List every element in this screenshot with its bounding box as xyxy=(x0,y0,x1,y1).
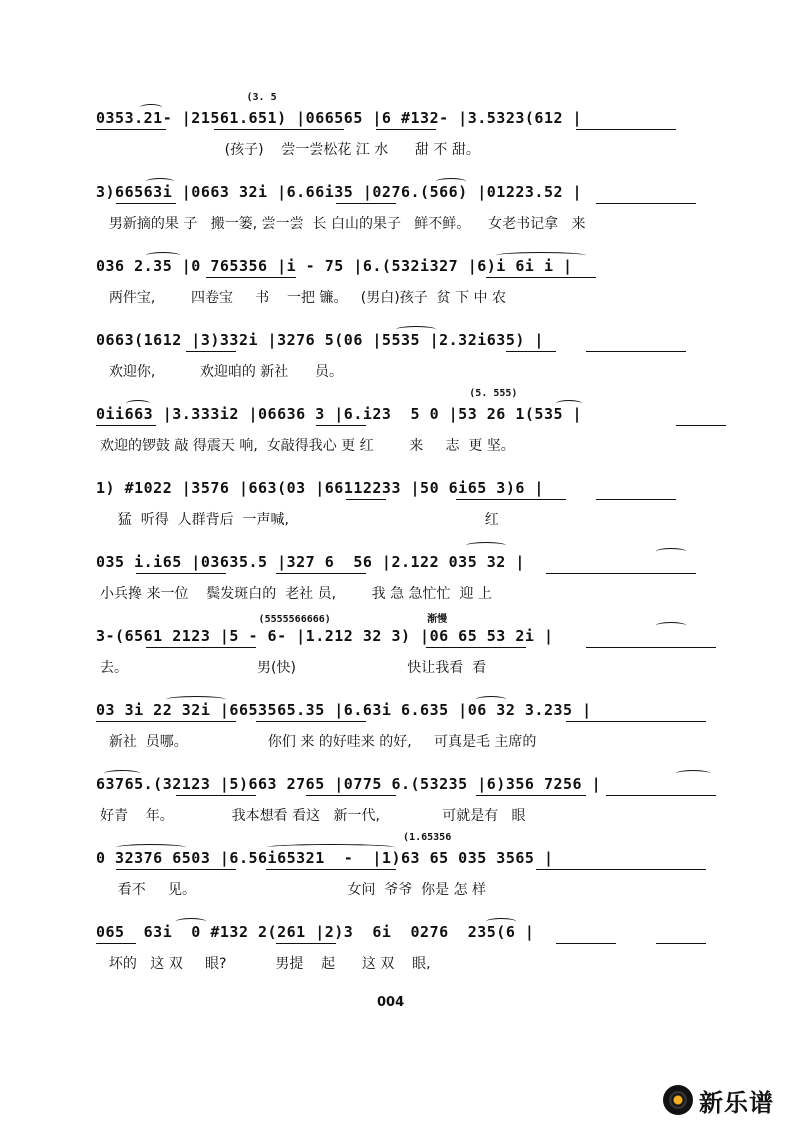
beam-underline xyxy=(116,869,236,870)
lyrics-line: 欢迎你, 欢迎咱的 新社 员。 xyxy=(100,364,344,380)
lyrics-line: 小兵搀 来一位 鬓发斑白的 老社 员, 我 急 急忙忙 迎 上 xyxy=(100,586,492,602)
staff-system-11 xyxy=(96,832,736,902)
beam-underline xyxy=(206,277,296,278)
beam-underline xyxy=(256,721,366,722)
slur-mark xyxy=(396,326,436,333)
staff-system-12 xyxy=(96,906,736,976)
record-disc-icon xyxy=(663,1085,693,1115)
beam-underline xyxy=(136,573,226,574)
slur-mark xyxy=(656,548,686,555)
beam-underline xyxy=(606,795,716,796)
grace-notes: (5555566666) 渐慢 xyxy=(96,614,448,625)
notation-line: 3)66563i |0663 32i |6.66i35 |0276.(566) |01223.52 | xyxy=(96,183,583,201)
slur-mark xyxy=(656,622,686,629)
lyrics-line: 欢迎的锣鼓 敲 得震天 响, 女敲得我心 更 红 来 志 更 坚。 xyxy=(100,438,515,454)
slur-mark xyxy=(104,770,140,777)
slur-mark xyxy=(476,696,506,703)
beam-underline xyxy=(316,425,366,426)
slur-mark xyxy=(486,918,516,925)
brand-logo xyxy=(663,1083,774,1117)
beam-underline xyxy=(346,499,386,500)
beam-underline xyxy=(576,129,676,130)
notation-line: 03 3i 22 32i |6653565.35 |6.63i 6.635 |06 32 3.235 | xyxy=(96,701,592,719)
lyrics-line: 猛 听得 人群背后 一声喊, 红 xyxy=(100,512,499,528)
slur-mark xyxy=(676,770,710,777)
beam-underline xyxy=(266,869,396,870)
notation-line: 63765.(32123 |5)663 2765 |0775 6.(53235 |6)356 7256 | xyxy=(96,775,602,793)
slur-mark xyxy=(146,252,180,259)
slur-mark xyxy=(496,252,586,259)
beam-underline xyxy=(676,425,726,426)
staff-system-2 xyxy=(96,166,736,236)
notation-line: 0353.21- |21561.651) |066565 |6 #132- |3.5323(612 | xyxy=(96,109,583,127)
beam-underline xyxy=(96,721,236,722)
beam-underline xyxy=(546,573,696,574)
notation-line: 0 32376 6503 |6.56i65321 - |1)63 65 035 3565 | xyxy=(96,849,554,867)
beam-underline xyxy=(566,721,706,722)
staff-system-3 xyxy=(96,240,736,310)
lyrics-line: 两件宝, 四卷宝 书 一把 镰。 (男白)孩子 贫 下 中 农 xyxy=(100,290,506,306)
slur-mark xyxy=(466,542,506,549)
beam-underline xyxy=(116,203,176,204)
beam-underline xyxy=(96,129,166,130)
lyrics-line: 看不 见。 女问 爷爷 你是 怎 样 xyxy=(100,882,487,898)
beam-underline xyxy=(456,499,566,500)
grace-notes: (3. 5 xyxy=(96,92,277,103)
page-number: 004 xyxy=(377,995,405,1010)
beam-underline xyxy=(506,351,556,352)
staff-system-5 xyxy=(96,388,736,458)
lyrics-line: 新社 员哪。 你们 来 的好哇来 的好, 可真是毛 主席的 xyxy=(100,734,537,750)
slur-mark xyxy=(166,696,226,703)
slur-mark xyxy=(116,844,186,851)
staff-system-10 xyxy=(96,758,736,828)
lyrics-line: (孩子) 尝一尝松花 江 水 甜 不 甜。 xyxy=(100,142,480,158)
notation-line: 065 63i 0 #132 2(261 |2)3 6i 0276 235(6 | xyxy=(96,923,535,941)
lyrics-line: 好青 年。 我本想看 看这 新一代, 可就是有 眼 xyxy=(100,808,526,824)
beam-underline xyxy=(476,795,586,796)
grace-notes: (1.65356 xyxy=(96,832,452,843)
beam-underline xyxy=(186,351,236,352)
beam-underline xyxy=(336,203,396,204)
staff-system-4 xyxy=(96,314,736,384)
slur-mark xyxy=(126,400,150,407)
staff-system-9 xyxy=(96,684,736,754)
beam-underline xyxy=(656,943,706,944)
lyrics-line: 坏的 这 双 眼? 男提 起 这 双 眼, xyxy=(100,956,431,972)
beam-underline xyxy=(596,499,676,500)
beam-underline xyxy=(536,869,706,870)
notation-line: 0663(1612 |3)332i |3276 5(06 |5535 |2.32i635) | xyxy=(96,331,544,349)
slur-mark xyxy=(140,104,162,111)
beam-underline xyxy=(276,943,336,944)
beam-underline xyxy=(596,203,696,204)
beam-underline xyxy=(146,647,256,648)
staff-system-6 xyxy=(96,462,736,532)
slur-mark xyxy=(556,400,582,407)
beam-underline xyxy=(276,573,366,574)
beam-underline xyxy=(486,277,596,278)
slur-mark xyxy=(436,178,466,185)
staff-system-1 xyxy=(96,92,736,162)
notation-line: 036 2.35 |0 765356 |i - 75 |6.(532i327 |6)i 6i i | xyxy=(96,257,573,275)
beam-underline xyxy=(214,129,344,130)
staff-system-7 xyxy=(96,536,736,606)
notation-line: 035 i.i65 |03635.5 |327 6 56 |2.122 035 32 | xyxy=(96,553,525,571)
beam-underline xyxy=(96,943,136,944)
beam-underline xyxy=(586,647,716,648)
slur-mark xyxy=(176,918,206,925)
beam-underline xyxy=(176,795,256,796)
lyrics-line: 去。 男(快) 快让我看 看 xyxy=(100,660,487,676)
slur-mark xyxy=(146,178,174,185)
notation-line: 3-(6561 2123 |5 - 6- |1.212 32 3) |06 65 53 2i | xyxy=(96,627,554,645)
grace-notes: (5. 555) xyxy=(96,388,518,399)
beam-underline xyxy=(556,943,616,944)
beam-underline xyxy=(426,647,526,648)
notation-line: 1) #1022 |3576 |663(03 |66112233 |50 6i65 3)6 | xyxy=(96,479,544,497)
beam-underline xyxy=(586,351,686,352)
beam-underline xyxy=(376,129,436,130)
brand-name: 新乐谱 xyxy=(699,1088,774,1117)
beam-underline xyxy=(96,425,156,426)
lyrics-line: 男新摘的果 子 搬一篓, 尝一尝 长 白山的果子 鲜不鲜。 女老书记拿 来 xyxy=(100,216,586,232)
slur-mark xyxy=(266,844,396,851)
beam-underline xyxy=(306,795,396,796)
staff-system-8 xyxy=(96,610,736,680)
notation-line: 0ii663 |3.333i2 |06636 3 |6.i23 5 0 |53 26 1(535 | xyxy=(96,405,583,423)
